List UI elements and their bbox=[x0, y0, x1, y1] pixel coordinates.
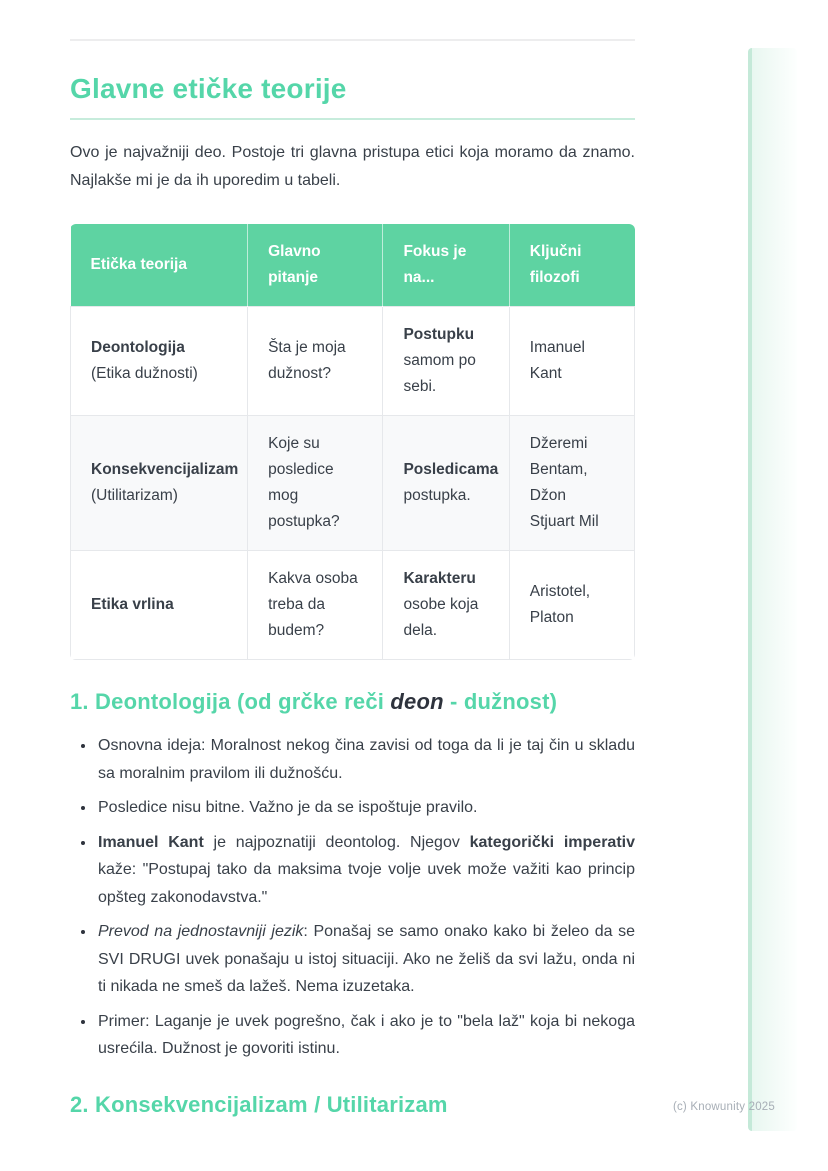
top-divider bbox=[70, 39, 635, 41]
table-header-row bbox=[71, 224, 635, 307]
table-cell bbox=[71, 415, 248, 550]
list-item-text: kategorički imperativ bbox=[469, 833, 635, 851]
table-cell bbox=[383, 415, 509, 550]
table-header-cell: Etička teorija bbox=[71, 224, 248, 307]
table-cell bbox=[71, 306, 248, 415]
table-row bbox=[71, 550, 635, 659]
page-title: Glavne etičke teorije bbox=[70, 73, 347, 104]
section-heading-text: - dužnost) bbox=[443, 688, 558, 714]
table-header-cell: Glavno pitanje bbox=[248, 224, 383, 307]
table-cell bbox=[383, 550, 509, 659]
table-row bbox=[71, 415, 635, 550]
section-heading-text: 1. Deontologija (od grčke reči bbox=[70, 688, 391, 714]
table-cell-text: (Utilitarizam) bbox=[91, 486, 178, 504]
table-cell-text: (Etika dužnosti) bbox=[91, 364, 198, 382]
table-cell bbox=[248, 415, 383, 550]
table-header-cell: Fokus je na... bbox=[383, 224, 509, 307]
table-cell bbox=[383, 306, 509, 415]
list-item-text: : Ponašaj se samo onako kako bi želeo da se SVI DRUGI uvek ponašaju u istoj situaciji. Ako ne želiš da svi lažu, onda ni ti nikada ne smeš da lažeš. Nema izuzetaka. bbox=[98, 923, 636, 996]
table-header-cell: Ključni filozofi bbox=[509, 224, 634, 307]
section-heading bbox=[70, 1092, 635, 1117]
table-cell-text: Postupku bbox=[403, 325, 475, 343]
list-item bbox=[96, 794, 635, 822]
table-cell bbox=[509, 415, 634, 550]
table-cell-text: Konsekvencijalizam bbox=[91, 460, 239, 478]
title-underline bbox=[70, 118, 635, 120]
table-cell-text: Koje su posledice mog postupka? bbox=[268, 434, 340, 530]
ethics-comparison-table-wrap bbox=[70, 224, 635, 660]
document-page bbox=[70, 0, 635, 1135]
table-cell-text: postupka. bbox=[403, 486, 471, 504]
ethics-comparison-table bbox=[70, 224, 635, 660]
copyright-footer: (c) Knowunity 2025 bbox=[672, 1101, 775, 1113]
table-cell bbox=[248, 306, 383, 415]
table-cell-text: Karakteru bbox=[403, 569, 476, 587]
list-item-text: je najpoznatiji deontolog. Njegov bbox=[203, 833, 470, 851]
table-cell-text: Deontologija bbox=[91, 338, 185, 356]
table-cell-text: Posledicama bbox=[403, 460, 499, 478]
section-heading-text: deon bbox=[390, 688, 444, 714]
table-cell bbox=[509, 306, 634, 415]
intro-paragraph: Ovo je najvažniji deo. Postoje tri glavna pristupa etici koja moramo da znamo. Najlakše mi je da ih uporedim u tabeli. bbox=[70, 143, 635, 189]
section-heading bbox=[70, 689, 635, 714]
table-cell bbox=[248, 550, 383, 659]
table-cell bbox=[509, 550, 634, 659]
table-cell-text: Imanuel Kant bbox=[529, 338, 585, 382]
list-item bbox=[96, 732, 635, 787]
section-heading-text: 2. Konsekvencijalizam / Utilitarizam bbox=[70, 1091, 448, 1117]
list-item bbox=[96, 918, 635, 1001]
table-cell-text: Šta je moja dužnost? bbox=[268, 338, 346, 382]
list-item-text: Osnovna ideja: Moralnost nekog čina zavisi od toga da li je taj čin u skladu sa moralnim pravilom ili dužnošću. bbox=[98, 737, 635, 782]
list-item-text: Imanuel Kant bbox=[98, 833, 204, 851]
list-item bbox=[96, 1008, 635, 1063]
list-item-text: Primer: Laganje je uvek pogrešno, čak i ako je to "bela laž" koja bi nekoga usrećila. Dužnost je govoriti istinu. bbox=[98, 1012, 635, 1058]
list-item-text: kaže: "Postupaj tako da maksima tvoje volje uvek može važiti kao princip opšteg zakonodavstva." bbox=[98, 861, 635, 906]
table-cell bbox=[71, 550, 248, 659]
table-row bbox=[71, 306, 635, 415]
list-item-text: Posledice nisu bitne. Važno je da se ispoštuje pravilo. bbox=[98, 799, 478, 817]
list-item-text: Prevod na jednostavniji jezik bbox=[98, 923, 304, 941]
table-cell-text: Etika vrlina bbox=[91, 595, 174, 613]
table-cell-text: osobe koja dela. bbox=[403, 595, 479, 639]
list-item bbox=[96, 829, 635, 912]
next-page-edge bbox=[748, 48, 797, 1131]
table-cell-text: samom po sebi. bbox=[403, 351, 476, 395]
sections-container bbox=[70, 689, 635, 1117]
bullet-list bbox=[70, 732, 635, 1063]
table-cell-text: Kakva osoba treba da budem? bbox=[268, 569, 358, 639]
table-cell-text: Aristotel, Platon bbox=[529, 582, 591, 626]
table-cell-text: Džeremi Bentam, Džon Stjuart Mil bbox=[529, 434, 599, 530]
table-body bbox=[71, 306, 635, 659]
